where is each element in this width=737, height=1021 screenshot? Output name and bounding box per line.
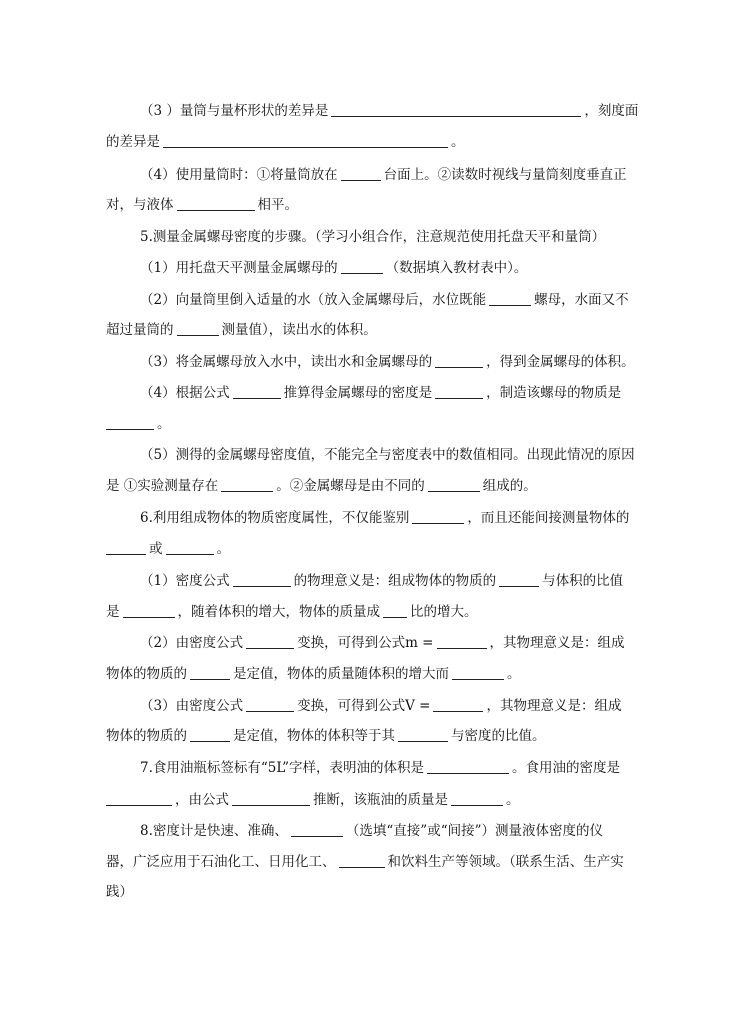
blank-formula[interactable] — [233, 383, 281, 399]
section-7-line-1: 7.食用油瓶标签标有“5L”字样，表明油的体积是 。食用油的密度是 — [140, 760, 621, 776]
s6-item-2-line-2: 物体的物质的 是定值，物体的质量随体积的增大而 。 — [106, 666, 521, 682]
blank-oil-formula[interactable] — [232, 790, 310, 806]
q4-line-2: 对，与液体 相平。 — [106, 197, 298, 213]
blank-formula-3[interactable] — [246, 696, 294, 712]
q4-line-1: （4）使用量筒时：①将量筒放在 台面上。②读数时视线与量筒刻度垂直正 — [140, 167, 627, 183]
s5-step-1: （1）用托盘天平测量金属螺母的 （数据填入教材表中）。 — [140, 260, 528, 276]
blank-formula-2[interactable] — [246, 633, 294, 649]
blank-mass-term-2[interactable] — [398, 726, 448, 742]
blank-substances[interactable] — [428, 476, 480, 492]
blank-mass-term[interactable] — [499, 571, 539, 587]
blank-density-term[interactable] — [190, 664, 230, 680]
blank-oil-mass[interactable] — [451, 790, 503, 806]
s6-item-3-line-1: （3）由密度公式 变换，可得到公式V = ，其物理意义是：组成 — [140, 698, 622, 714]
section-8-line-1: 8.密度计是快速、准确、 （选填“直接”或“间接”）测量液体密度的仪 — [140, 823, 603, 839]
blank-material[interactable] — [106, 414, 154, 430]
s6-item-1-line-2: 是 ，随着体积的增大，物体的质量成 比的增大。 — [106, 604, 478, 620]
blank-total-volume[interactable] — [435, 352, 483, 368]
blank-mass-formula[interactable] — [437, 633, 487, 649]
s5-step-5-line-1: （5）测得的金属螺母密度值，不能完全与密度表中的数值相同。出现此情况的原因 — [140, 447, 635, 463]
blank-cylinder-shape-difference[interactable] — [331, 101, 581, 117]
section-6-line-2: 或 。 — [106, 537, 230, 561]
blank-industry[interactable] — [339, 852, 385, 868]
section-5-title: 5.测量金属螺母密度的步骤。（学习小组合作，注意规范使用托盘天平和量筒） — [140, 229, 606, 245]
section-8-line-2: 器，广泛应用于石油化工、日用化工、 和饮料生产等领域。（联系生活、生产实 — [106, 854, 624, 870]
blank-density-formula[interactable] — [233, 571, 291, 587]
blank-proportional[interactable] — [383, 602, 407, 618]
s5-step-4-line-2: 。 — [106, 412, 171, 436]
blank-quantity-a[interactable] — [106, 539, 146, 555]
blank-submerge[interactable] — [489, 290, 531, 306]
s5-step-2-line-2: 超过量筒的 测量值），读出水的体积。 — [106, 322, 377, 338]
blank-oil-volume[interactable] — [427, 758, 509, 774]
blank-surface[interactable] — [341, 165, 381, 181]
s5-step-2-line-1: （2）向量筒里倒入适量的水（放入金属螺母后，水位既能 螺母，水面又不 — [140, 292, 629, 308]
section-6-line-1: 6.利用组成物体的物质密度属性，不仅能鉴别 ，而且还能间接测量物体的 — [140, 510, 630, 526]
s5-step-5-line-2: 是 ①实验测量存在 。②金属螺母是由不同的 组成的。 — [106, 478, 537, 494]
s5-step-4-line-1: （4）根据公式 推算得金属螺母的密度是 ，制造该螺母的物质是 — [140, 385, 622, 401]
blank-volume-formula[interactable] — [433, 696, 483, 712]
blank-max-reading[interactable] — [177, 320, 219, 336]
blank-error[interactable] — [221, 476, 273, 492]
section-7-line-2: ，由公式 推断，该瓶油的质量是 。 — [106, 788, 520, 812]
blank-liquid-level[interactable] — [177, 195, 255, 211]
blank-oil-density[interactable] — [106, 790, 172, 806]
blank-mass[interactable] — [341, 258, 383, 274]
s6-item-2-line-1: （2）由密度公式 变换，可得到公式m = ，其物理意义是：组成 — [140, 635, 625, 651]
q3-line-2: 的差异是 。 — [106, 134, 465, 150]
blank-constant[interactable] — [123, 602, 175, 618]
blank-quantity-b[interactable] — [166, 539, 214, 555]
section-8-line-3: 践） — [106, 884, 133, 900]
s6-item-3-line-2: 物体的物质的 是定值，物体的体积等于其 与密度的比值。 — [106, 728, 546, 744]
blank-scale-difference[interactable] — [163, 132, 448, 148]
blank-increase[interactable] — [452, 664, 504, 680]
blank-direct-indirect[interactable] — [291, 821, 343, 837]
blank-density-term-2[interactable] — [190, 726, 230, 742]
q3-line-1: （3 ）量筒与量杯形状的差异是 ，刻度面 — [140, 103, 639, 119]
blank-identify[interactable] — [412, 508, 464, 524]
s6-item-1-line-1: （1）密度公式 的物理意义是：组成物体的物质的 与体积的比值 — [140, 573, 624, 589]
s5-step-3: （3）将金属螺母放入水中，读出水和金属螺母的 ，得到金属螺母的体积。 — [140, 354, 635, 370]
blank-density-value[interactable] — [435, 383, 483, 399]
